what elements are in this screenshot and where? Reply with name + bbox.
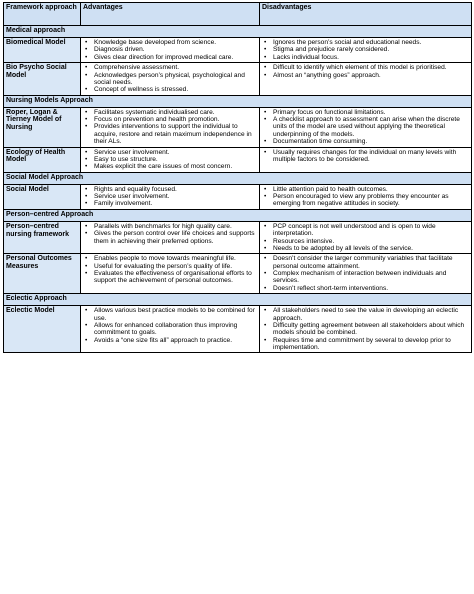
section-title: Medical approach	[4, 26, 472, 38]
model-name: Biomedical Model	[4, 38, 81, 63]
disadvantages-cell	[260, 38, 472, 63]
disadvantage-item: • Almost an “anything goes” approach.	[262, 72, 469, 79]
disadvantage-item: • Difficulty getting agreement between all stakeholders about which models should be combined.	[262, 322, 469, 337]
advantage-item: • Acknowledges person’s physical, psychological and social needs.	[83, 72, 257, 87]
model-row	[4, 38, 472, 63]
advantages-list	[83, 307, 257, 344]
section-title: Person–centred Approach	[4, 209, 472, 221]
disadvantage-item: • Primary focus on functional limitations.	[262, 109, 469, 116]
disadvantage-item: • PCP concept is not well understood and is open to wide interpretation.	[262, 223, 469, 238]
disadvantages-list	[262, 255, 469, 292]
advantage-item: • Focus on prevention and health promotion.	[83, 116, 257, 123]
disadvantage-item: • Person encouraged to view any problems they encounter as emerging from negative attitudes in society.	[262, 193, 469, 208]
advantage-item: • Knowledge base developed from science.	[83, 39, 257, 46]
disadvantages-cell	[260, 306, 472, 353]
advantage-item: • Useful for evaluating the person’s quality of life.	[83, 263, 257, 270]
advantages-header: Advantages	[81, 3, 260, 26]
section-row	[4, 172, 472, 184]
disadvantages-list	[262, 149, 469, 164]
advantages-cell	[81, 254, 260, 294]
disadvantage-item: • Difficult to identify which element of this model is prioritised.	[262, 64, 469, 71]
table-body	[4, 26, 472, 353]
advantages-list	[83, 109, 257, 146]
section-title: Social Model Approach	[4, 172, 472, 184]
advantage-item: • Rights and equality focused.	[83, 186, 257, 193]
disadvantage-item: • Complex mechanism of interaction between individuals and services.	[262, 270, 469, 285]
advantage-item: • Easy to use structure.	[83, 156, 257, 163]
disadvantage-item: • Ignores the person’s social and educational needs.	[262, 39, 469, 46]
disadvantage-item: • Doesn’t consider the larger community variables that facilitate personal outcome attainment.	[262, 255, 469, 270]
advantages-list	[83, 149, 257, 171]
disadvantage-item: • A checklist approach to assessment can arise when the discrete units of the model are used without applying the theoretical underpinning of the models.	[262, 116, 469, 138]
model-name: Eclectic Model	[4, 306, 81, 353]
advantage-item: • Comprehensive assessment.	[83, 64, 257, 71]
advantage-item: • Diagnosis driven.	[83, 46, 257, 53]
disadvantages-cell	[260, 221, 472, 254]
advantage-item: • Allows for enhanced collaboration thus improving commitment to goals.	[83, 322, 257, 337]
advantages-cell	[81, 63, 260, 96]
advantage-item: • Avoids a “one size fits all” approach to practice.	[83, 337, 257, 344]
section-row	[4, 209, 472, 221]
disadvantage-item: • Requires time and commitment by several to develop prior to implementation.	[262, 337, 469, 352]
advantages-list	[83, 64, 257, 94]
model-row	[4, 306, 472, 353]
disadvantages-cell	[260, 63, 472, 96]
model-row	[4, 221, 472, 254]
advantage-item: • Family involvement.	[83, 200, 257, 207]
model-row	[4, 147, 472, 172]
advantage-item: • Parallels with benchmarks for high quality care.	[83, 223, 257, 230]
advantages-cell	[81, 221, 260, 254]
model-name: Ecology of Health Model	[4, 147, 81, 172]
advantages-cell	[81, 147, 260, 172]
model-row	[4, 254, 472, 294]
advantages-list	[83, 39, 257, 61]
disadvantages-cell	[260, 254, 472, 294]
model-name: Social Model	[4, 184, 81, 209]
advantages-cell	[81, 38, 260, 63]
advantage-item: • Makes explicit the care issues of most concern.	[83, 163, 257, 170]
disadvantage-item: • Doesn’t reflect short-term interventions.	[262, 285, 469, 292]
advantages-cell	[81, 107, 260, 147]
disadvantage-item: • Lacks individual focus.	[262, 54, 469, 61]
advantage-item: • Provides interventions to support the individual to acquire, restore and retain maximum independence in their ALs.	[83, 123, 257, 145]
section-title: Eclectic Approach	[4, 294, 472, 306]
disadvantages-list	[262, 307, 469, 351]
disadvantages-list	[262, 223, 469, 253]
disadvantage-item: • Usually requires changes for the individual on many levels with multiple factors to be considered.	[262, 149, 469, 164]
disadvantage-item: • All stakeholders need to see the value in developing an eclectic approach.	[262, 307, 469, 322]
model-row	[4, 184, 472, 209]
advantages-list	[83, 186, 257, 208]
disadvantages-cell	[260, 184, 472, 209]
disadvantages-cell	[260, 147, 472, 172]
advantage-item: • Gives the person control over life choices and supports them in achieving their preferred options.	[83, 230, 257, 245]
disadvantages-list	[262, 109, 469, 146]
advantages-cell	[81, 184, 260, 209]
model-row	[4, 63, 472, 96]
section-row	[4, 26, 472, 38]
section-row	[4, 95, 472, 107]
comparison-table	[3, 2, 472, 353]
model-name: Bio Psycho Social Model	[4, 63, 81, 96]
advantage-item: • Service user involvement.	[83, 149, 257, 156]
model-name: Roper, Logan & Tierney Model of Nursing	[4, 107, 81, 147]
disadvantages-list	[262, 186, 469, 208]
disadvantages-cell	[260, 107, 472, 147]
disadvantage-item: • Documentation time consuming.	[262, 138, 469, 145]
framework-header: Framework approach	[4, 3, 81, 26]
header-row	[4, 3, 472, 26]
advantage-item: • Concept of wellness is stressed.	[83, 86, 257, 93]
model-name: Personal Outcomes Measures	[4, 254, 81, 294]
disadvantages-header: Disadvantages	[260, 3, 472, 26]
advantage-item: • Service user involvement.	[83, 193, 257, 200]
disadvantages-list	[262, 39, 469, 61]
advantage-item: • Evaluates the effectiveness of organisational efforts to support the achievement of personal outcomes.	[83, 270, 257, 285]
advantages-cell	[81, 306, 260, 353]
disadvantage-item: • Stigma and prejudice rarely considered.	[262, 46, 469, 53]
section-row	[4, 294, 472, 306]
disadvantages-list	[262, 64, 469, 79]
disadvantage-item: • Needs to be adopted by all levels of the service.	[262, 245, 469, 252]
advantage-item: • Gives clear direction for improved medical care.	[83, 54, 257, 61]
model-name: Person–centred nursing framework	[4, 221, 81, 254]
advantages-list	[83, 255, 257, 285]
advantage-item: • Allows various best practice models to be combined for use.	[83, 307, 257, 322]
advantage-item: • Facilitates systematic individualised care.	[83, 109, 257, 116]
disadvantage-item: • Resources intensive.	[262, 238, 469, 245]
disadvantage-item: • Little attention paid to health outcomes.	[262, 186, 469, 193]
advantages-list	[83, 223, 257, 245]
model-row	[4, 107, 472, 147]
section-title: Nursing Models Approach	[4, 95, 472, 107]
advantage-item: • Enables people to move towards meaningful life.	[83, 255, 257, 262]
